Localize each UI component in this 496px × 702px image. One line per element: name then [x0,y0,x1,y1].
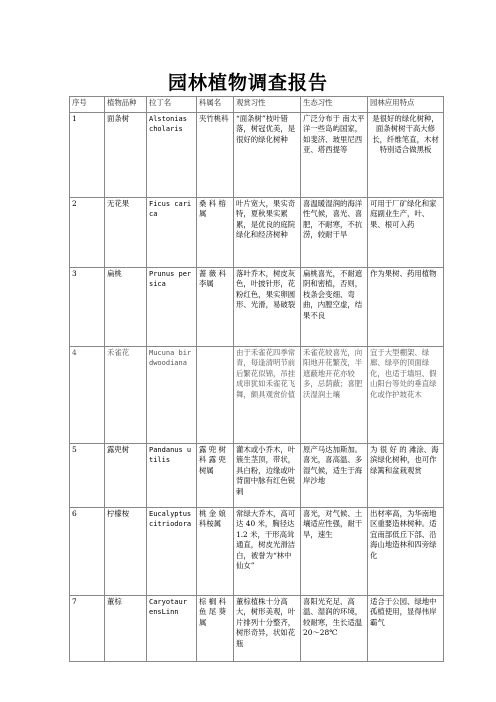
cell-application: 出材率高，为华南地区重要造林树种。适宜南部低丘下部、沿海山地造林和四旁绿化 [368,508,444,596]
cell-ecology: 广泛分布于 南太平洋一些岛屿国家，如斐济、玻里尼西亚、塔西提等 [301,113,368,198]
header-ecology: 生态习性 [301,97,368,113]
header-no: 序号 [70,97,105,113]
table-header-row [70,97,444,113]
table-row [70,113,444,198]
plant-survey-table [69,96,444,662]
cell-ecology: 禾雀花较喜光，向阳地开花繁茂，半遮蔽地开花亦较多，忌荫蔽；喜肥沃湿润土壤 [301,347,368,444]
cell-application: 是很好的绿化树种，面条树树干高大修长，纤维笔直，木材特别适合做黑板 [368,113,444,198]
cell-ornamental: “面条树”枝叶错落，树冠优美，是很好的绿化树种 [234,113,301,198]
cell-latin: Prunus persica [147,268,197,347]
cell-no: 1 [70,113,105,198]
cell-no: 7 [70,596,105,662]
page-title: 园林植物调查报告 [167,72,328,94]
cell-ornamental: 常绿大乔木，高可达 40 米，胸径达 1.2 米，干形高耸通直，树皮光滑洁白，被誉为“林中仙女” [234,508,301,596]
cell-latin: Alstonias cholaris [147,113,197,198]
header-application: 园林应用特点 [368,97,444,113]
cell-name: 禾雀花 [105,347,147,444]
cell-ornamental: 叶片宽大，果实奇特，夏秋果实累累，是优良的庭院绿化和经济树种 [234,198,301,268]
cell-family: 棕 榈 科鱼 尾 葵属 [197,596,234,662]
header-latin: 拉丁名 [147,97,197,113]
cell-ecology: 喜光，对气候、土壤适应性强，耐干旱，速生 [301,508,368,596]
cell-name: 面条树 [105,113,147,198]
cell-name: 柠檬桉 [105,508,147,596]
table-row [70,268,444,347]
cell-family: 桃 金 娘科桉属 [197,508,234,596]
table-row [70,596,444,662]
cell-latin: Mucuna birdwoodiana [147,347,197,444]
cell-latin: Pandanus utilis [147,444,197,508]
header-family: 科属名 [197,97,234,113]
table-row [70,444,444,508]
cell-family: 夹竹桃科 [197,113,234,198]
cell-ornamental: 落叶乔木，树皮灰色，叶披针形，花粉红色，果实卵圆形、光滑，易破裂 [234,268,301,347]
cell-name: 露兜树 [105,444,147,508]
cell-application: 宜于大型棚架、绿廊、绿亭的顶面绿化，也适于墙垣、假山阳台等处的垂直绿化或作护坡花木 [368,347,444,444]
table-row [70,347,444,444]
cell-no: 6 [70,508,105,596]
cell-ecology: 喜阳光充足、高温、湿润的环境，较耐寒，生长适温 20～28℃ [301,596,368,662]
cell-no: 5 [70,444,105,508]
cell-name: 董棕 [105,596,147,662]
cell-ornamental: 由于禾雀花四季常青，每逢清明节前后繁花似锦，吊挂成串犹如禾雀花飞舞，颇具观赏价值 [234,347,301,444]
cell-family: 桑 科 榕属 [197,198,234,268]
cell-family: 露 兜 树科 露 兜树属 [197,444,234,508]
cell-no: 2 [70,198,105,268]
cell-application: 为 很 好 的 滩涂、海滨绿化树种，也可作绿篱和盆栽观赏 [368,444,444,508]
table-row [70,508,444,596]
cell-latin: Eucalyptus citriodora [147,508,197,596]
cell-ornamental: 董棕植株十分高大，树形美观，叶片排列十分整齐，树形奇异，状如花瓶 [234,596,301,662]
cell-application: 适合于公园、绿地中孤植使用，显得伟岸霸气 [368,596,444,662]
cell-ecology: 原产马达加斯加。喜光，喜高温、多湿气候，适生于海岸沙地 [301,444,368,508]
cell-ornamental: 灌木或小乔木，叶簇生茎顶，带状，具白粉，边缘或叶背面中脉有红色锐刺 [234,444,301,508]
cell-name: 扁桃 [105,268,147,347]
cell-ecology: 喜温暖湿润的海洋性气候，喜光、喜肥，不耐寒，不抗涝，较耐干旱 [301,198,368,268]
cell-latin: Ficus carica [147,198,197,268]
cell-ecology: 扁桃喜光，不耐遮阴和密植，否则，枝条会变细、弯曲，内膛空虚，结果不良 [301,268,368,347]
cell-application: 作为果树、药用植物 [368,268,444,347]
cell-family: 蔷 薇 科李属 [197,268,234,347]
cell-no: 4 [70,347,105,444]
cell-name: 无花果 [105,198,147,268]
table-row [70,198,444,268]
cell-application: 可用于厂矿绿化和家庭副业生产，叶、果、根可入药 [368,198,444,268]
cell-no: 3 [70,268,105,347]
header-name: 植物品种 [105,97,147,113]
cell-family [197,347,234,444]
cell-latin: Caryotaur ensLinn [147,596,197,662]
header-ornamental: 观赏习性 [234,97,301,113]
